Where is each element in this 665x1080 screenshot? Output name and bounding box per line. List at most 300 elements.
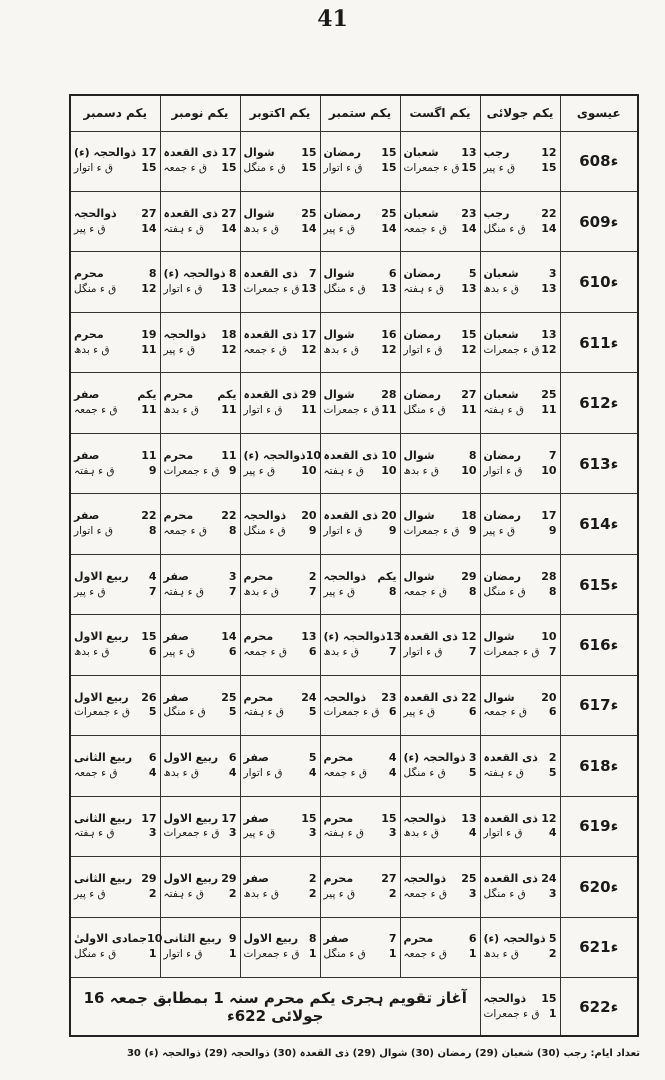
week-day: ق ء ہفتہ xyxy=(74,827,115,840)
year-cell: 614ء xyxy=(560,494,638,554)
table-row xyxy=(70,736,638,796)
table-cell xyxy=(480,615,560,675)
hijri-year: 7 xyxy=(388,644,397,658)
hijri-month: رمضان xyxy=(403,327,442,341)
hijri-year: 6 xyxy=(548,705,557,719)
table-row xyxy=(70,917,638,977)
table-cell xyxy=(160,796,240,856)
hijri-day: 26 xyxy=(141,690,157,704)
week-day: ق ء جمعہ xyxy=(403,887,448,900)
year-cell: 611ء xyxy=(560,312,638,372)
hijri-day: 29 xyxy=(221,872,237,886)
table-cell xyxy=(70,857,160,917)
week-day: ق ء پیر xyxy=(243,827,276,840)
hijri-year: 11 xyxy=(381,403,397,417)
hijri-year: 14 xyxy=(221,221,237,235)
hijri-day: 22 xyxy=(461,690,477,704)
table-cell xyxy=(160,857,240,917)
hijri-year: 9 xyxy=(548,524,557,538)
hijri-day: 19 xyxy=(141,327,157,341)
hijri-month: محرم xyxy=(403,932,434,946)
hijri-month: محرم xyxy=(243,690,274,704)
hijri-year: 13 xyxy=(301,282,317,296)
table-cell xyxy=(480,373,560,433)
hijri-month: ربیع الثانی xyxy=(74,872,133,886)
hijri-year: 5 xyxy=(468,765,477,779)
hijri-year: 8 xyxy=(228,524,237,538)
week-day: ق ء ہفتہ xyxy=(323,464,365,477)
hijri-year: 11 xyxy=(221,403,237,417)
header-july: یکم جولائی xyxy=(480,95,560,131)
table-cell xyxy=(70,494,160,554)
table-cell xyxy=(320,191,400,251)
table-cell xyxy=(480,433,560,493)
header-september: یکم ستمبر xyxy=(320,95,400,131)
hijri-day: 10 xyxy=(541,630,557,644)
hijri-month: ربیع الثانی xyxy=(163,932,222,946)
hijri-month: ذوالحجہ xyxy=(243,509,287,523)
week-day: ق ء جمعرات xyxy=(403,525,460,538)
hijri-month: رمضان xyxy=(483,569,522,583)
hijri-year: 4 xyxy=(148,765,157,779)
table-row xyxy=(70,312,638,372)
week-day: ق ء پیر xyxy=(74,222,106,235)
table-cell xyxy=(400,252,480,312)
hijri-day: 17 xyxy=(301,327,317,341)
hijri-day: 25 xyxy=(221,690,237,704)
hijri-month: رمضان xyxy=(323,206,362,220)
hijri-month: شعبان xyxy=(403,146,439,160)
hijri-day: 4 xyxy=(388,751,397,765)
hijri-year: 12 xyxy=(381,342,397,356)
week-day: ق ء بدھ xyxy=(163,404,200,417)
week-day: ق ء ہفتہ xyxy=(403,283,445,296)
year-cell: 610ء xyxy=(560,252,638,312)
hijri-year: 8 xyxy=(468,584,477,598)
hijri-day: 17 xyxy=(221,811,237,825)
table-row xyxy=(70,433,638,493)
hijri-day: 28 xyxy=(541,569,557,583)
hijri-start-note: آغاز تقویم ہجری یکم محرم سنہ 1 بمطابق جمعہ 16 جولائی 622ء xyxy=(70,978,480,1036)
header-row xyxy=(70,95,638,131)
week-day: ق ء اتوار xyxy=(163,948,203,961)
week-day: ق ء ہفتہ xyxy=(243,706,285,719)
week-day: ق ء جمعرات xyxy=(323,706,380,719)
hijri-day: 2 xyxy=(548,751,557,765)
hijri-day: 7 xyxy=(548,448,557,462)
week-day: ق ء اتوار xyxy=(163,283,203,296)
table-cell xyxy=(320,373,400,433)
week-day: ق ء منگل xyxy=(403,766,446,779)
hijri-day: 24 xyxy=(541,872,557,886)
table-cell xyxy=(160,675,240,735)
hijri-month: رمضان xyxy=(403,388,442,402)
week-day: ق ء اتوار xyxy=(74,162,114,175)
week-day: ق ء جمعہ xyxy=(483,706,528,719)
hijri-day: 20 xyxy=(381,509,397,523)
year-cell: 617ء xyxy=(560,675,638,735)
hijri-day: 10 xyxy=(147,932,163,946)
table-cell xyxy=(320,433,400,493)
week-day: ق ء پیر xyxy=(243,464,276,477)
hijri-day: 20 xyxy=(541,690,557,704)
hijri-year: 5 xyxy=(548,765,557,779)
hijri-month: صفر xyxy=(323,932,349,946)
hijri-year: 11 xyxy=(301,403,317,417)
hijri-year: 10 xyxy=(301,463,317,477)
table-cell xyxy=(160,433,240,493)
hijri-day: 15 xyxy=(301,811,317,825)
week-day: ق ء جمعہ xyxy=(163,162,208,175)
year-cell: 609ء xyxy=(560,191,638,251)
hijri-year: 14 xyxy=(381,221,397,235)
table-cell xyxy=(320,857,400,917)
hijri-day: 12 xyxy=(541,146,557,160)
hijri-day: 7 xyxy=(308,267,317,281)
table-cell xyxy=(480,857,560,917)
table-cell xyxy=(320,494,400,554)
year-cell: 612ء xyxy=(560,373,638,433)
hijri-year: 1 xyxy=(548,1006,557,1020)
table-cell xyxy=(70,554,160,614)
hijri-month: رمضان xyxy=(323,146,362,160)
hijri-day: 7 xyxy=(388,932,397,946)
hijri-month: محرم xyxy=(163,388,194,402)
hijri-year: 8 xyxy=(388,584,397,598)
hijri-month: شعبان xyxy=(483,327,519,341)
hijri-month: ربیع الاول xyxy=(163,872,219,886)
table-cell xyxy=(320,917,400,977)
hijri-day: 17 xyxy=(541,509,557,523)
hijri-month: محرم xyxy=(323,811,354,825)
hijri-year: 12 xyxy=(461,342,477,356)
table-cell xyxy=(480,675,560,735)
hijri-month: ذوالحجہ xyxy=(403,872,447,886)
hijri-month: رجب xyxy=(483,146,510,160)
table-cell xyxy=(480,131,560,191)
hijri-day: 13 xyxy=(461,811,477,825)
week-day: ق ء منگل xyxy=(243,525,286,538)
week-day: ق ء اتوار xyxy=(403,645,443,658)
hijri-month: شوال xyxy=(323,388,355,402)
hijri-day: 8 xyxy=(468,448,477,462)
hijri-year: 7 xyxy=(468,644,477,658)
table-cell xyxy=(400,917,480,977)
hijri-day: 11 xyxy=(141,448,157,462)
hijri-month: شوال xyxy=(243,206,275,220)
hijri-year: 3 xyxy=(548,886,557,900)
week-day: ق ء پیر xyxy=(483,525,516,538)
table-cell xyxy=(70,191,160,251)
hijri-month: محرم xyxy=(243,569,274,583)
hijri-day: 13 xyxy=(541,327,557,341)
table-cell xyxy=(320,796,400,856)
table-cell xyxy=(160,191,240,251)
week-day: ق ء منگل xyxy=(243,162,286,175)
hijri-day: 8 xyxy=(308,932,317,946)
hijri-gregorian-table xyxy=(69,94,639,1037)
hijri-year: 9 xyxy=(228,463,237,477)
table-cell xyxy=(320,615,400,675)
table-row xyxy=(70,252,638,312)
hijri-month: ربیع الاول xyxy=(163,811,219,825)
week-day: ق ء جمعہ xyxy=(403,222,448,235)
week-day: ق ء اتوار xyxy=(483,827,523,840)
hijri-year: 7 xyxy=(148,584,157,598)
week-day: ق ء جمعرات xyxy=(483,1007,540,1020)
hijri-year: 4 xyxy=(308,765,317,779)
week-day: ق ء پیر xyxy=(323,222,356,235)
hijri-year: 10 xyxy=(541,463,557,477)
hijri-year: 7 xyxy=(548,644,557,658)
hijri-month: صفر xyxy=(74,448,100,462)
header-year: عیسوی xyxy=(560,95,638,131)
table-cell xyxy=(480,312,560,372)
hijri-year: 1 xyxy=(388,947,397,961)
hijri-year: 14 xyxy=(461,221,477,235)
hijri-month: جمادی الاولیٰ xyxy=(74,932,148,946)
hijri-month: رجب xyxy=(483,206,510,220)
table-row xyxy=(70,191,638,251)
hijri-year: 1 xyxy=(308,947,317,961)
hijri-month: ذوالحجہ (ء) xyxy=(323,630,386,644)
hijri-day: 27 xyxy=(381,872,397,886)
table-cell xyxy=(240,857,320,917)
hijri-year: 7 xyxy=(228,584,237,598)
week-day: ق ء اتوار xyxy=(243,766,283,779)
hijri-day: 3 xyxy=(468,751,477,765)
hijri-month: ذی القعدہ xyxy=(483,872,538,886)
hijri-year: 9 xyxy=(148,463,157,477)
hijri-month: شوال xyxy=(323,327,355,341)
table-cell xyxy=(240,675,320,735)
hijri-day: 17 xyxy=(141,146,157,160)
table-cell xyxy=(70,917,163,977)
week-day: ق ء اتوار xyxy=(403,343,443,356)
hijri-year: 11 xyxy=(141,403,157,417)
hijri-day: 20 xyxy=(301,509,317,523)
header-august: یکم اگست xyxy=(400,95,480,131)
week-day: ق ء پیر xyxy=(323,887,356,900)
hijri-year: 9 xyxy=(468,524,477,538)
hijri-month: ذوالحجہ xyxy=(323,690,367,704)
hijri-day: 28 xyxy=(381,388,397,402)
hijri-year: 11 xyxy=(141,342,157,356)
hijri-year: 4 xyxy=(388,765,397,779)
hijri-day: 18 xyxy=(221,327,237,341)
week-day: ق ء منگل xyxy=(323,948,366,961)
week-day: ق ء پیر xyxy=(163,343,196,356)
hijri-day: 13 xyxy=(461,146,477,160)
hijri-day: 22 xyxy=(541,206,557,220)
week-day: ق ء جمعہ xyxy=(163,525,208,538)
table-cell xyxy=(240,131,320,191)
hijri-day: 17 xyxy=(141,811,157,825)
table-cell xyxy=(480,796,560,856)
table-row xyxy=(70,857,638,917)
hijri-year: 11 xyxy=(541,403,557,417)
hijri-day: 3 xyxy=(228,569,237,583)
week-day: ق ء جمعرات xyxy=(483,343,540,356)
year-cell: 615ء xyxy=(560,554,638,614)
hijri-year: 2 xyxy=(148,886,157,900)
hijri-year: 5 xyxy=(228,705,237,719)
hijri-month: صفر xyxy=(163,569,189,583)
week-day: ق ء بدھ xyxy=(243,585,280,598)
table-cell xyxy=(480,736,560,796)
hijri-month: شوال xyxy=(403,569,435,583)
table-cell xyxy=(400,675,480,735)
table-cell xyxy=(160,312,240,372)
hijri-year: 11 xyxy=(461,403,477,417)
week-day: ق ء جمعہ xyxy=(74,404,118,417)
hijri-month: محرم xyxy=(243,630,274,644)
week-day: ق ء پیر xyxy=(163,645,196,658)
year-cell: 616ء xyxy=(560,615,638,675)
hijri-month: رمضان xyxy=(483,509,522,523)
week-day: ق ء جمعرات xyxy=(243,948,300,961)
hijri-month: ذوالحجہ (ء) xyxy=(483,932,546,946)
hijri-month: صفر xyxy=(243,751,269,765)
hijri-day: 2 xyxy=(308,569,317,583)
hijri-year: 14 xyxy=(301,221,317,235)
hijri-month: ذی القعدہ xyxy=(483,811,538,825)
table-cell xyxy=(70,796,160,856)
week-day: ق ء اتوار xyxy=(74,525,114,538)
table-cell xyxy=(240,433,320,493)
table-cell xyxy=(70,736,160,796)
hijri-year: 3 xyxy=(228,826,237,840)
table-row xyxy=(70,615,638,675)
hijri-month: شوال xyxy=(403,509,435,523)
hijri-year: 9 xyxy=(388,524,397,538)
hijri-day: 25 xyxy=(461,872,477,886)
hijri-day: 13 xyxy=(301,630,317,644)
table-cell xyxy=(400,433,480,493)
week-day: ق ء بدھ xyxy=(163,766,200,779)
table-cell xyxy=(70,131,160,191)
hijri-year: 9 xyxy=(308,524,317,538)
hijri-month: ذی القعدہ xyxy=(163,206,218,220)
hijri-year: 5 xyxy=(308,705,317,719)
hijri-year: 1 xyxy=(228,947,237,961)
table-row xyxy=(70,978,638,1036)
table-cell xyxy=(160,554,240,614)
hijri-day: 9 xyxy=(228,932,237,946)
week-day: ق ء بدھ xyxy=(483,283,520,296)
table-cell xyxy=(320,312,400,372)
table-cell xyxy=(480,494,560,554)
hijri-year: 5 xyxy=(148,705,157,719)
table-cell xyxy=(70,312,160,372)
table-cell xyxy=(320,252,400,312)
hijri-year: 12 xyxy=(221,342,237,356)
week-day: ق ء ہفتہ xyxy=(163,222,205,235)
hijri-month: ذوالحجہ xyxy=(483,991,527,1005)
hijri-day: 29 xyxy=(141,872,157,886)
week-day: ق ء ہفتہ xyxy=(163,887,205,900)
hijri-year: 3 xyxy=(148,826,157,840)
hijri-year: 13 xyxy=(381,282,397,296)
hijri-month: شعبان xyxy=(403,206,439,220)
table-row xyxy=(70,796,638,856)
hijri-year: 2 xyxy=(388,886,397,900)
week-day: ق ء بدھ xyxy=(74,343,110,356)
year-cell: 621ء xyxy=(560,917,638,977)
week-day: ق ء بدھ xyxy=(483,948,520,961)
hijri-month: ذی القعدہ xyxy=(403,630,458,644)
hijri-month: محرم xyxy=(74,327,104,341)
hijri-day: 22 xyxy=(141,509,157,523)
table-cell xyxy=(240,494,320,554)
hijri-year: 4 xyxy=(228,765,237,779)
hijri-day: یکم xyxy=(137,388,157,402)
hijri-month: محرم xyxy=(74,267,104,281)
hijri-day: 24 xyxy=(301,690,317,704)
hijri-day: 15 xyxy=(541,991,557,1005)
table-row xyxy=(70,373,638,433)
hijri-year: 12 xyxy=(301,342,317,356)
hijri-year: 2 xyxy=(548,947,557,961)
week-day: ق ء بدھ xyxy=(403,464,440,477)
hijri-day: 6 xyxy=(228,751,237,765)
hijri-month: ذوالحجہ (ء) xyxy=(74,146,137,160)
hijri-year: 4 xyxy=(548,826,557,840)
week-day: ق ء منگل xyxy=(74,283,117,296)
hijri-month: ذوالحجہ xyxy=(74,206,117,220)
table-cell xyxy=(70,615,160,675)
week-day: ق ء جمعرات xyxy=(403,162,460,175)
table-cell xyxy=(240,796,320,856)
hijri-year: 14 xyxy=(541,221,557,235)
hijri-day: 6 xyxy=(468,932,477,946)
table-cell xyxy=(400,494,480,554)
hijri-month: صفر xyxy=(74,509,100,523)
table-cell xyxy=(480,554,560,614)
table-cell xyxy=(400,191,480,251)
hijri-year: 6 xyxy=(388,705,397,719)
week-day: ق ء جمعہ xyxy=(74,766,118,779)
hijri-month: رمضان xyxy=(483,448,522,462)
table-cell xyxy=(400,312,480,372)
header-november: یکم نومبر xyxy=(160,95,240,131)
hijri-year: 2 xyxy=(228,886,237,900)
hijri-day: 27 xyxy=(141,206,157,220)
hijri-day: 5 xyxy=(548,932,557,946)
week-day: ق ء بدھ xyxy=(323,645,360,658)
week-day: ق ء بدھ xyxy=(323,343,360,356)
table-cell xyxy=(400,131,480,191)
hijri-day: 15 xyxy=(301,146,317,160)
table-cell xyxy=(70,675,160,735)
hijri-year: 15 xyxy=(541,161,557,175)
hijri-year: 12 xyxy=(141,282,157,296)
hijri-day: 4 xyxy=(148,569,157,583)
hijri-day: 6 xyxy=(148,751,157,765)
hijri-day: 10 xyxy=(381,448,397,462)
hijri-month: شعبان xyxy=(483,267,519,281)
hijri-month: صفر xyxy=(243,872,269,886)
table-cell xyxy=(320,554,400,614)
table-cell xyxy=(480,917,560,977)
hijri-month: ربیع الاول xyxy=(243,932,299,946)
week-day: ق ء ہفتہ xyxy=(163,585,205,598)
hijri-month: ذی القعدہ xyxy=(243,388,298,402)
hijri-month: رمضان xyxy=(403,267,442,281)
hijri-month: ذوالحجہ xyxy=(163,327,207,341)
hijri-month: شوال xyxy=(243,146,275,160)
hijri-day: 14 xyxy=(221,630,237,644)
